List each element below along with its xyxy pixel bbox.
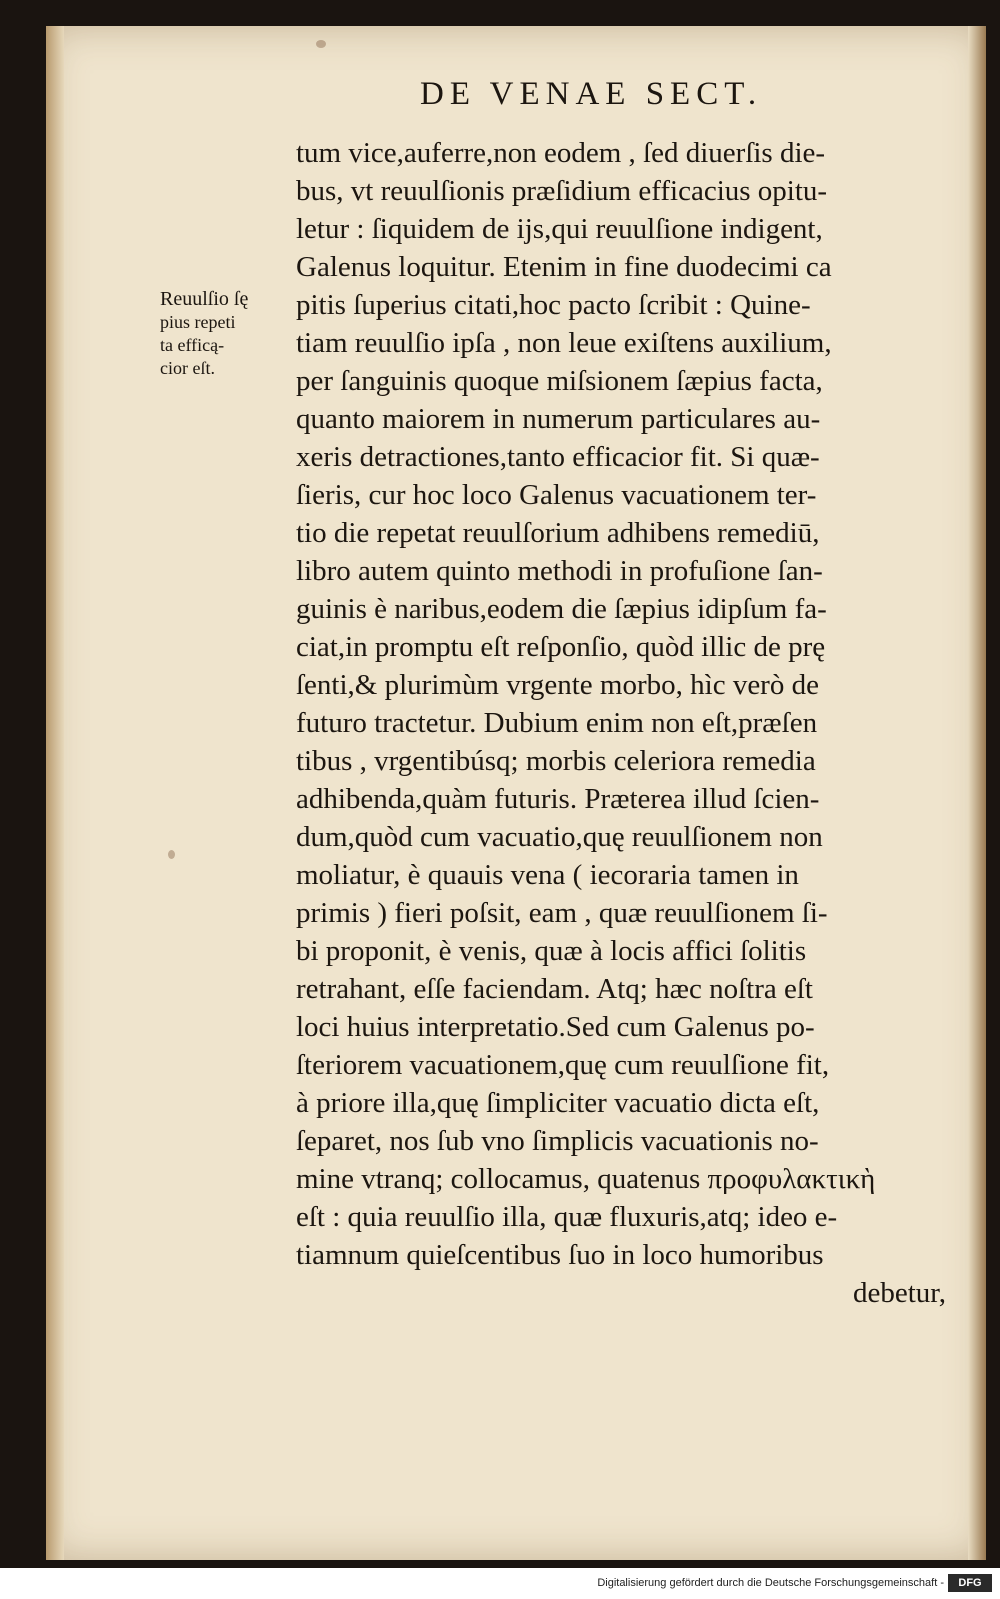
- ink-smudge: [168, 850, 175, 859]
- text-line: xeris detractiones,tanto efficacior fit. Si quæ-: [296, 441, 820, 473]
- margin-note-line: ta efficą-: [160, 335, 225, 355]
- text-line: mine vtranq; collocamus, quatenus προφυλακτικὴ: [296, 1163, 876, 1195]
- running-title: DE VENAE SECT.: [420, 76, 763, 112]
- text-line: libro autem quinto methodi in profuſione ſan-: [296, 555, 823, 587]
- text-line: ſenti,& plurimùm vrgente morbo, hìc verò de: [296, 669, 819, 701]
- footer-bar: [0, 1568, 1000, 1599]
- text-line: letur : ſiquidem de ijs,qui reuulſione indigent,: [296, 213, 823, 245]
- text-line: quanto maiorem in numerum particulares au-: [296, 403, 821, 435]
- text-line: retrahant, eſſe faciendam. Atq; hæc noſtra eſt: [296, 973, 813, 1005]
- margin-note-line: pius repeti: [160, 312, 236, 332]
- text-line: bi proponit, è venis, quæ à locis affici ſolitis: [296, 935, 807, 967]
- text-line: dum,quòd cum vacuatio,quę reuulſionem non: [296, 821, 823, 853]
- text-line: per ſanguinis quoque miſsionem ſæpius facta,: [296, 365, 823, 397]
- text-line: ſteriorem vacuationem,quę cum reuulſione fit,: [296, 1049, 830, 1081]
- margin-note-line: Reuulſio ſę: [160, 288, 249, 310]
- text-line: tibus , vrgentibúsq; morbis celeriora remedia: [296, 745, 816, 777]
- ink-smudge: [316, 40, 326, 48]
- text-line: ſeparet, nos ſub vno ſimplicis vacuationis no-: [296, 1125, 819, 1157]
- text-line: bus, vt reuulſionis præſidium efficacius opitu-: [296, 175, 828, 207]
- text-line: primis ) fieri poſsit, eam , quæ reuulſionem ſi-: [296, 897, 828, 929]
- text-line: ciat,in promptu eſt reſponſio, quòd illic de prę: [296, 631, 826, 663]
- text-line: eſt : quia reuulſio illa, quæ fluxuris,atq; ideo e-: [296, 1201, 838, 1233]
- margin-note: [160, 288, 290, 380]
- page-edge-left: [46, 26, 64, 1560]
- text-line: guinis è naribus,eodem die ſæpius idipſum fa-: [296, 593, 827, 625]
- text-line: à priore illa,quę ſimpliciter vacuatio dicta eſt,: [296, 1087, 820, 1119]
- text-line: Galenus loquitur. Etenim in fine duodecimi ca: [296, 251, 832, 283]
- body-text: [296, 134, 972, 1312]
- dfg-logo-icon: DFG: [948, 1574, 992, 1592]
- text-line: tiam reuulſio ipſa , non leue exiſtens auxilium,: [296, 327, 832, 359]
- text-line: pitis ſuperius citati,hoc pacto ſcribit : Quine-: [296, 289, 811, 321]
- text-line: tiamnum quieſcentibus ſuo in loco humoribus: [296, 1239, 824, 1271]
- catchword: debetur,: [852, 1277, 946, 1309]
- text-line: moliatur, è quauis vena ( iecoraria tamen in: [296, 859, 799, 891]
- margin-note-line: cior eſt.: [160, 358, 215, 378]
- text-line: tum vice,auferre,non eodem , ſed diuerſis die-: [296, 137, 826, 169]
- text-line: ſieris, cur hoc loco Galenus vacuationem ter-: [296, 479, 817, 511]
- digitization-credit: Digitalisierung gefördert durch die Deutsche Forschungsgemeinschaft -: [597, 1577, 944, 1589]
- text-line: futuro tractetur. Dubium enim non eſt,præſen: [296, 707, 818, 739]
- text-line: loci huius interpretatio.Sed cum Galenus po-: [296, 1011, 815, 1043]
- text-line: tio die repetat reuulſorium adhibens remediū,: [296, 517, 820, 549]
- text-line: adhibenda,quàm futuris. Præterea illud ſcien-: [296, 783, 820, 815]
